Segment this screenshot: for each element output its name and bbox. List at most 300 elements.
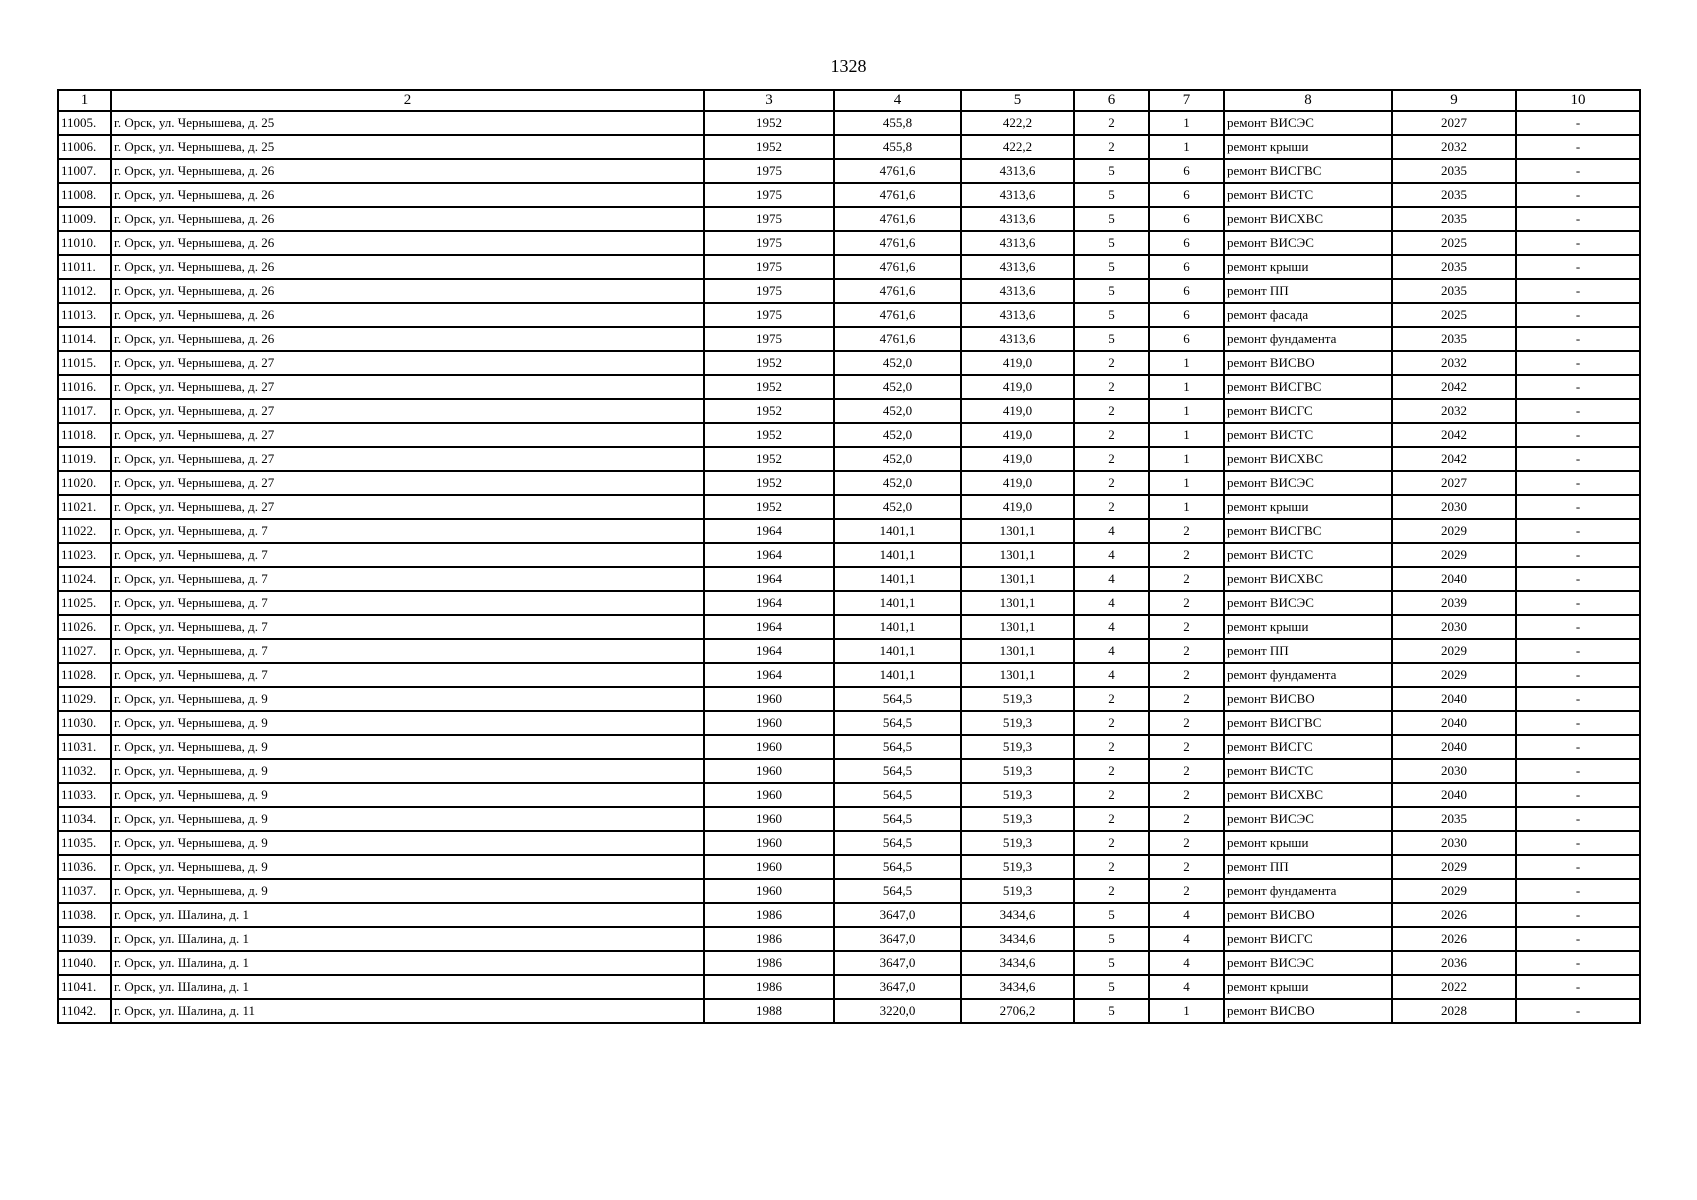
table-row xyxy=(58,519,1640,543)
total-area-cell: 564,5 xyxy=(834,879,961,903)
living-area-cell: 4313,6 xyxy=(961,159,1074,183)
floors-cell: 2 xyxy=(1074,447,1149,471)
year-cell: 2042 xyxy=(1392,447,1516,471)
living-area-cell: 419,0 xyxy=(961,375,1074,399)
table-row xyxy=(58,135,1640,159)
build-year-cell: 1952 xyxy=(704,471,834,495)
table-row xyxy=(58,255,1640,279)
table-row xyxy=(58,375,1640,399)
total-area-cell: 452,0 xyxy=(834,423,961,447)
floors-cell: 2 xyxy=(1074,735,1149,759)
entrances-cell: 4 xyxy=(1149,927,1224,951)
floors-cell: 5 xyxy=(1074,327,1149,351)
total-area-cell: 455,8 xyxy=(834,111,961,135)
repair-type-cell: ремонт ВИСТС xyxy=(1224,543,1392,567)
entrances-cell: 2 xyxy=(1149,591,1224,615)
floors-cell: 2 xyxy=(1074,423,1149,447)
total-area-cell: 564,5 xyxy=(834,735,961,759)
entrances-cell: 2 xyxy=(1149,759,1224,783)
build-year-cell: 1964 xyxy=(704,567,834,591)
note-cell: - xyxy=(1516,495,1640,519)
total-area-cell: 1401,1 xyxy=(834,639,961,663)
note-cell: - xyxy=(1516,423,1640,447)
floors-cell: 2 xyxy=(1074,855,1149,879)
row-number-cell: 11029. xyxy=(58,687,111,711)
repair-type-cell: ремонт ВИСТС xyxy=(1224,759,1392,783)
note-cell: - xyxy=(1516,591,1640,615)
repair-type-cell: ремонт крыши xyxy=(1224,255,1392,279)
floors-cell: 4 xyxy=(1074,615,1149,639)
note-cell: - xyxy=(1516,207,1640,231)
row-number-cell: 11015. xyxy=(58,351,111,375)
floors-cell: 4 xyxy=(1074,567,1149,591)
address-cell: г. Орск, ул. Чернышева, д. 7 xyxy=(111,567,704,591)
address-cell: г. Орск, ул. Чернышева, д. 9 xyxy=(111,759,704,783)
build-year-cell: 1952 xyxy=(704,423,834,447)
year-cell: 2040 xyxy=(1392,711,1516,735)
address-cell: г. Орск, ул. Чернышева, д. 27 xyxy=(111,495,704,519)
living-area-cell: 4313,6 xyxy=(961,231,1074,255)
address-cell: г. Орск, ул. Чернышева, д. 9 xyxy=(111,879,704,903)
repair-type-cell: ремонт ВИСВО xyxy=(1224,903,1392,927)
address-cell: г. Орск, ул. Чернышева, д. 26 xyxy=(111,207,704,231)
repair-type-cell: ремонт ВИСЭС xyxy=(1224,231,1392,255)
note-cell: - xyxy=(1516,399,1640,423)
living-area-cell: 519,3 xyxy=(961,783,1074,807)
repair-type-cell: ремонт ВИСЭС xyxy=(1224,591,1392,615)
living-area-cell: 419,0 xyxy=(961,423,1074,447)
floors-cell: 2 xyxy=(1074,879,1149,903)
repair-type-cell: ремонт фундамента xyxy=(1224,327,1392,351)
total-area-cell: 1401,1 xyxy=(834,615,961,639)
repair-type-cell: ремонт ВИСХВС xyxy=(1224,567,1392,591)
address-cell: г. Орск, ул. Чернышева, д. 9 xyxy=(111,687,704,711)
row-number-cell: 11020. xyxy=(58,471,111,495)
note-cell: - xyxy=(1516,951,1640,975)
build-year-cell: 1960 xyxy=(704,855,834,879)
year-cell: 2032 xyxy=(1392,399,1516,423)
floors-cell: 5 xyxy=(1074,255,1149,279)
year-cell: 2035 xyxy=(1392,327,1516,351)
table-row xyxy=(58,495,1640,519)
note-cell: - xyxy=(1516,687,1640,711)
build-year-cell: 1964 xyxy=(704,663,834,687)
year-cell: 2040 xyxy=(1392,687,1516,711)
year-cell: 2032 xyxy=(1392,135,1516,159)
year-cell: 2030 xyxy=(1392,759,1516,783)
table-row xyxy=(58,759,1640,783)
address-cell: г. Орск, ул. Чернышева, д. 26 xyxy=(111,183,704,207)
table-row xyxy=(58,615,1640,639)
build-year-cell: 1975 xyxy=(704,159,834,183)
repair-type-cell: ремонт ВИСТС xyxy=(1224,183,1392,207)
living-area-cell: 2706,2 xyxy=(961,999,1074,1023)
build-year-cell: 1988 xyxy=(704,999,834,1023)
address-cell: г. Орск, ул. Чернышева, д. 7 xyxy=(111,615,704,639)
row-number-cell: 11024. xyxy=(58,567,111,591)
note-cell: - xyxy=(1516,567,1640,591)
entrances-cell: 1 xyxy=(1149,135,1224,159)
repair-type-cell: ремонт ВИСЭС xyxy=(1224,951,1392,975)
entrances-cell: 6 xyxy=(1149,207,1224,231)
repair-type-cell: ремонт фундамента xyxy=(1224,879,1392,903)
note-cell: - xyxy=(1516,351,1640,375)
build-year-cell: 1975 xyxy=(704,207,834,231)
floors-cell: 4 xyxy=(1074,543,1149,567)
year-cell: 2035 xyxy=(1392,183,1516,207)
total-area-cell: 564,5 xyxy=(834,711,961,735)
row-number-cell: 11026. xyxy=(58,615,111,639)
living-area-cell: 4313,6 xyxy=(961,183,1074,207)
year-cell: 2022 xyxy=(1392,975,1516,999)
repair-type-cell: ремонт ВИСГВС xyxy=(1224,519,1392,543)
address-cell: г. Орск, ул. Чернышева, д. 26 xyxy=(111,303,704,327)
repair-type-cell: ремонт ВИСГВС xyxy=(1224,159,1392,183)
living-area-cell: 1301,1 xyxy=(961,663,1074,687)
total-area-cell: 3647,0 xyxy=(834,951,961,975)
address-cell: г. Орск, ул. Чернышева, д. 26 xyxy=(111,279,704,303)
note-cell: - xyxy=(1516,279,1640,303)
total-area-cell: 3647,0 xyxy=(834,927,961,951)
address-cell: г. Орск, ул. Чернышева, д. 27 xyxy=(111,447,704,471)
floors-cell: 2 xyxy=(1074,399,1149,423)
floors-cell: 2 xyxy=(1074,351,1149,375)
entrances-cell: 1 xyxy=(1149,375,1224,399)
total-area-cell: 455,8 xyxy=(834,135,961,159)
entrances-cell: 6 xyxy=(1149,159,1224,183)
year-cell: 2029 xyxy=(1392,639,1516,663)
entrances-cell: 1 xyxy=(1149,495,1224,519)
address-cell: г. Орск, ул. Чернышева, д. 27 xyxy=(111,399,704,423)
total-area-cell: 1401,1 xyxy=(834,591,961,615)
address-cell: г. Орск, ул. Чернышева, д. 7 xyxy=(111,639,704,663)
total-area-cell: 564,5 xyxy=(834,831,961,855)
entrances-cell: 6 xyxy=(1149,255,1224,279)
table-row xyxy=(58,951,1640,975)
row-number-cell: 11038. xyxy=(58,903,111,927)
repair-type-cell: ремонт крыши xyxy=(1224,975,1392,999)
floors-cell: 5 xyxy=(1074,927,1149,951)
table-row xyxy=(58,303,1640,327)
floors-cell: 5 xyxy=(1074,303,1149,327)
note-cell: - xyxy=(1516,999,1640,1023)
table-row xyxy=(58,855,1640,879)
repair-type-cell: ремонт крыши xyxy=(1224,495,1392,519)
table-row xyxy=(58,879,1640,903)
table-row xyxy=(58,975,1640,999)
build-year-cell: 1952 xyxy=(704,399,834,423)
column-header: 1 xyxy=(58,90,111,111)
total-area-cell: 452,0 xyxy=(834,351,961,375)
table-row xyxy=(58,735,1640,759)
repair-type-cell: ремонт ПП xyxy=(1224,855,1392,879)
repair-type-cell: ремонт крыши xyxy=(1224,615,1392,639)
table-row xyxy=(58,711,1640,735)
row-number-cell: 11012. xyxy=(58,279,111,303)
table-row xyxy=(58,567,1640,591)
year-cell: 2042 xyxy=(1392,375,1516,399)
total-area-cell: 4761,6 xyxy=(834,303,961,327)
floors-cell: 2 xyxy=(1074,831,1149,855)
total-area-cell: 4761,6 xyxy=(834,231,961,255)
year-cell: 2040 xyxy=(1392,567,1516,591)
build-year-cell: 1986 xyxy=(704,951,834,975)
floors-cell: 2 xyxy=(1074,759,1149,783)
living-area-cell: 3434,6 xyxy=(961,951,1074,975)
repair-type-cell: ремонт фасада xyxy=(1224,303,1392,327)
row-number-cell: 11034. xyxy=(58,807,111,831)
build-year-cell: 1960 xyxy=(704,831,834,855)
entrances-cell: 2 xyxy=(1149,567,1224,591)
table-row xyxy=(58,663,1640,687)
address-cell: г. Орск, ул. Шалина, д. 1 xyxy=(111,903,704,927)
living-area-cell: 519,3 xyxy=(961,759,1074,783)
address-cell: г. Орск, ул. Чернышева, д. 7 xyxy=(111,663,704,687)
total-area-cell: 4761,6 xyxy=(834,183,961,207)
note-cell: - xyxy=(1516,879,1640,903)
column-header: 3 xyxy=(704,90,834,111)
note-cell: - xyxy=(1516,447,1640,471)
entrances-cell: 4 xyxy=(1149,951,1224,975)
year-cell: 2040 xyxy=(1392,783,1516,807)
repair-type-cell: ремонт ВИСХВС xyxy=(1224,447,1392,471)
row-number-cell: 11010. xyxy=(58,231,111,255)
row-number-cell: 11005. xyxy=(58,111,111,135)
address-cell: г. Орск, ул. Чернышева, д. 9 xyxy=(111,831,704,855)
entrances-cell: 1 xyxy=(1149,351,1224,375)
living-area-cell: 4313,6 xyxy=(961,327,1074,351)
repair-type-cell: ремонт крыши xyxy=(1224,831,1392,855)
row-number-cell: 11022. xyxy=(58,519,111,543)
build-year-cell: 1960 xyxy=(704,807,834,831)
entrances-cell: 1 xyxy=(1149,111,1224,135)
floors-cell: 2 xyxy=(1074,471,1149,495)
note-cell: - xyxy=(1516,831,1640,855)
address-cell: г. Орск, ул. Шалина, д. 1 xyxy=(111,927,704,951)
living-area-cell: 1301,1 xyxy=(961,615,1074,639)
build-year-cell: 1960 xyxy=(704,687,834,711)
row-number-cell: 11013. xyxy=(58,303,111,327)
row-number-cell: 11016. xyxy=(58,375,111,399)
row-number-cell: 11027. xyxy=(58,639,111,663)
build-year-cell: 1964 xyxy=(704,519,834,543)
table-row xyxy=(58,927,1640,951)
total-area-cell: 1401,1 xyxy=(834,567,961,591)
floors-cell: 4 xyxy=(1074,639,1149,663)
floors-cell: 5 xyxy=(1074,207,1149,231)
entrances-cell: 2 xyxy=(1149,879,1224,903)
column-header: 10 xyxy=(1516,90,1640,111)
year-cell: 2040 xyxy=(1392,735,1516,759)
table-row xyxy=(58,399,1640,423)
note-cell: - xyxy=(1516,327,1640,351)
note-cell: - xyxy=(1516,711,1640,735)
total-area-cell: 452,0 xyxy=(834,471,961,495)
table-row xyxy=(58,543,1640,567)
living-area-cell: 1301,1 xyxy=(961,543,1074,567)
living-area-cell: 519,3 xyxy=(961,687,1074,711)
build-year-cell: 1952 xyxy=(704,351,834,375)
table-row xyxy=(58,183,1640,207)
column-header: 9 xyxy=(1392,90,1516,111)
year-cell: 2032 xyxy=(1392,351,1516,375)
address-cell: г. Орск, ул. Чернышева, д. 27 xyxy=(111,351,704,375)
living-area-cell: 419,0 xyxy=(961,495,1074,519)
row-number-cell: 11040. xyxy=(58,951,111,975)
address-cell: г. Орск, ул. Чернышева, д. 9 xyxy=(111,783,704,807)
living-area-cell: 419,0 xyxy=(961,447,1074,471)
floors-cell: 5 xyxy=(1074,159,1149,183)
entrances-cell: 2 xyxy=(1149,663,1224,687)
entrances-cell: 6 xyxy=(1149,327,1224,351)
address-cell: г. Орск, ул. Чернышева, д. 7 xyxy=(111,543,704,567)
floors-cell: 2 xyxy=(1074,135,1149,159)
year-cell: 2026 xyxy=(1392,903,1516,927)
build-year-cell: 1975 xyxy=(704,303,834,327)
table-row xyxy=(58,903,1640,927)
table-row xyxy=(58,807,1640,831)
living-area-cell: 422,2 xyxy=(961,135,1074,159)
floors-cell: 5 xyxy=(1074,975,1149,999)
row-number-cell: 11017. xyxy=(58,399,111,423)
floors-cell: 4 xyxy=(1074,591,1149,615)
repair-type-cell: ремонт ПП xyxy=(1224,279,1392,303)
note-cell: - xyxy=(1516,759,1640,783)
note-cell: - xyxy=(1516,375,1640,399)
living-area-cell: 419,0 xyxy=(961,399,1074,423)
row-number-cell: 11011. xyxy=(58,255,111,279)
address-cell: г. Орск, ул. Чернышева, д. 9 xyxy=(111,855,704,879)
entrances-cell: 1 xyxy=(1149,447,1224,471)
year-cell: 2027 xyxy=(1392,471,1516,495)
table-row xyxy=(58,687,1640,711)
year-cell: 2029 xyxy=(1392,855,1516,879)
note-cell: - xyxy=(1516,615,1640,639)
total-area-cell: 452,0 xyxy=(834,399,961,423)
build-year-cell: 1952 xyxy=(704,447,834,471)
living-area-cell: 3434,6 xyxy=(961,903,1074,927)
repair-type-cell: ремонт ВИСГС xyxy=(1224,399,1392,423)
row-number-cell: 11031. xyxy=(58,735,111,759)
entrances-cell: 4 xyxy=(1149,903,1224,927)
address-cell: г. Орск, ул. Чернышева, д. 25 xyxy=(111,111,704,135)
floors-cell: 5 xyxy=(1074,279,1149,303)
floors-cell: 2 xyxy=(1074,807,1149,831)
floors-cell: 4 xyxy=(1074,519,1149,543)
table-row xyxy=(58,999,1640,1023)
table-row xyxy=(58,471,1640,495)
row-number-cell: 11019. xyxy=(58,447,111,471)
table-row xyxy=(58,111,1640,135)
entrances-cell: 6 xyxy=(1149,279,1224,303)
table-row xyxy=(58,279,1640,303)
repair-type-cell: ремонт ВИСВО xyxy=(1224,687,1392,711)
address-cell: г. Орск, ул. Чернышева, д. 26 xyxy=(111,231,704,255)
floors-cell: 5 xyxy=(1074,951,1149,975)
note-cell: - xyxy=(1516,135,1640,159)
repair-type-cell: ремонт ВИСХВС xyxy=(1224,783,1392,807)
year-cell: 2036 xyxy=(1392,951,1516,975)
address-cell: г. Орск, ул. Чернышева, д. 27 xyxy=(111,423,704,447)
table-row xyxy=(58,831,1640,855)
repair-type-cell: ремонт ВИСГВС xyxy=(1224,711,1392,735)
repair-type-cell: ремонт ПП xyxy=(1224,639,1392,663)
year-cell: 2035 xyxy=(1392,207,1516,231)
entrances-cell: 2 xyxy=(1149,735,1224,759)
year-cell: 2028 xyxy=(1392,999,1516,1023)
year-cell: 2025 xyxy=(1392,231,1516,255)
entrances-cell: 2 xyxy=(1149,615,1224,639)
repair-type-cell: ремонт ВИСВО xyxy=(1224,351,1392,375)
note-cell: - xyxy=(1516,663,1640,687)
address-cell: г. Орск, ул. Чернышева, д. 26 xyxy=(111,255,704,279)
note-cell: - xyxy=(1516,735,1640,759)
row-number-cell: 11033. xyxy=(58,783,111,807)
living-area-cell: 519,3 xyxy=(961,735,1074,759)
living-area-cell: 3434,6 xyxy=(961,927,1074,951)
entrances-cell: 1 xyxy=(1149,423,1224,447)
living-area-cell: 519,3 xyxy=(961,831,1074,855)
total-area-cell: 4761,6 xyxy=(834,279,961,303)
floors-cell: 5 xyxy=(1074,231,1149,255)
address-cell: г. Орск, ул. Чернышева, д. 7 xyxy=(111,519,704,543)
build-year-cell: 1952 xyxy=(704,495,834,519)
living-area-cell: 519,3 xyxy=(961,879,1074,903)
total-area-cell: 564,5 xyxy=(834,807,961,831)
repair-type-cell: ремонт ВИСЭС xyxy=(1224,807,1392,831)
total-area-cell: 1401,1 xyxy=(834,663,961,687)
floors-cell: 2 xyxy=(1074,687,1149,711)
total-area-cell: 4761,6 xyxy=(834,207,961,231)
repair-type-cell: ремонт крыши xyxy=(1224,135,1392,159)
build-year-cell: 1960 xyxy=(704,879,834,903)
build-year-cell: 1952 xyxy=(704,111,834,135)
living-area-cell: 422,2 xyxy=(961,111,1074,135)
entrances-cell: 1 xyxy=(1149,999,1224,1023)
total-area-cell: 1401,1 xyxy=(834,519,961,543)
build-year-cell: 1960 xyxy=(704,783,834,807)
note-cell: - xyxy=(1516,471,1640,495)
floors-cell: 5 xyxy=(1074,999,1149,1023)
build-year-cell: 1975 xyxy=(704,255,834,279)
address-cell: г. Орск, ул. Чернышева, д. 25 xyxy=(111,135,704,159)
living-area-cell: 519,3 xyxy=(961,807,1074,831)
total-area-cell: 1401,1 xyxy=(834,543,961,567)
year-cell: 2030 xyxy=(1392,495,1516,519)
total-area-cell: 4761,6 xyxy=(834,159,961,183)
build-year-cell: 1952 xyxy=(704,135,834,159)
note-cell: - xyxy=(1516,543,1640,567)
table-row xyxy=(58,639,1640,663)
build-year-cell: 1960 xyxy=(704,711,834,735)
entrances-cell: 2 xyxy=(1149,855,1224,879)
year-cell: 2027 xyxy=(1392,111,1516,135)
address-cell: г. Орск, ул. Шалина, д. 11 xyxy=(111,999,704,1023)
living-area-cell: 519,3 xyxy=(961,855,1074,879)
note-cell: - xyxy=(1516,807,1640,831)
row-number-cell: 11035. xyxy=(58,831,111,855)
year-cell: 2035 xyxy=(1392,255,1516,279)
row-number-cell: 11028. xyxy=(58,663,111,687)
address-cell: г. Орск, ул. Шалина, д. 1 xyxy=(111,951,704,975)
row-number-cell: 11036. xyxy=(58,855,111,879)
note-cell: - xyxy=(1516,903,1640,927)
address-cell: г. Орск, ул. Чернышева, д. 26 xyxy=(111,159,704,183)
column-header: 2 xyxy=(111,90,704,111)
repair-type-cell: ремонт ВИСВО xyxy=(1224,999,1392,1023)
row-number-cell: 11039. xyxy=(58,927,111,951)
note-cell: - xyxy=(1516,783,1640,807)
